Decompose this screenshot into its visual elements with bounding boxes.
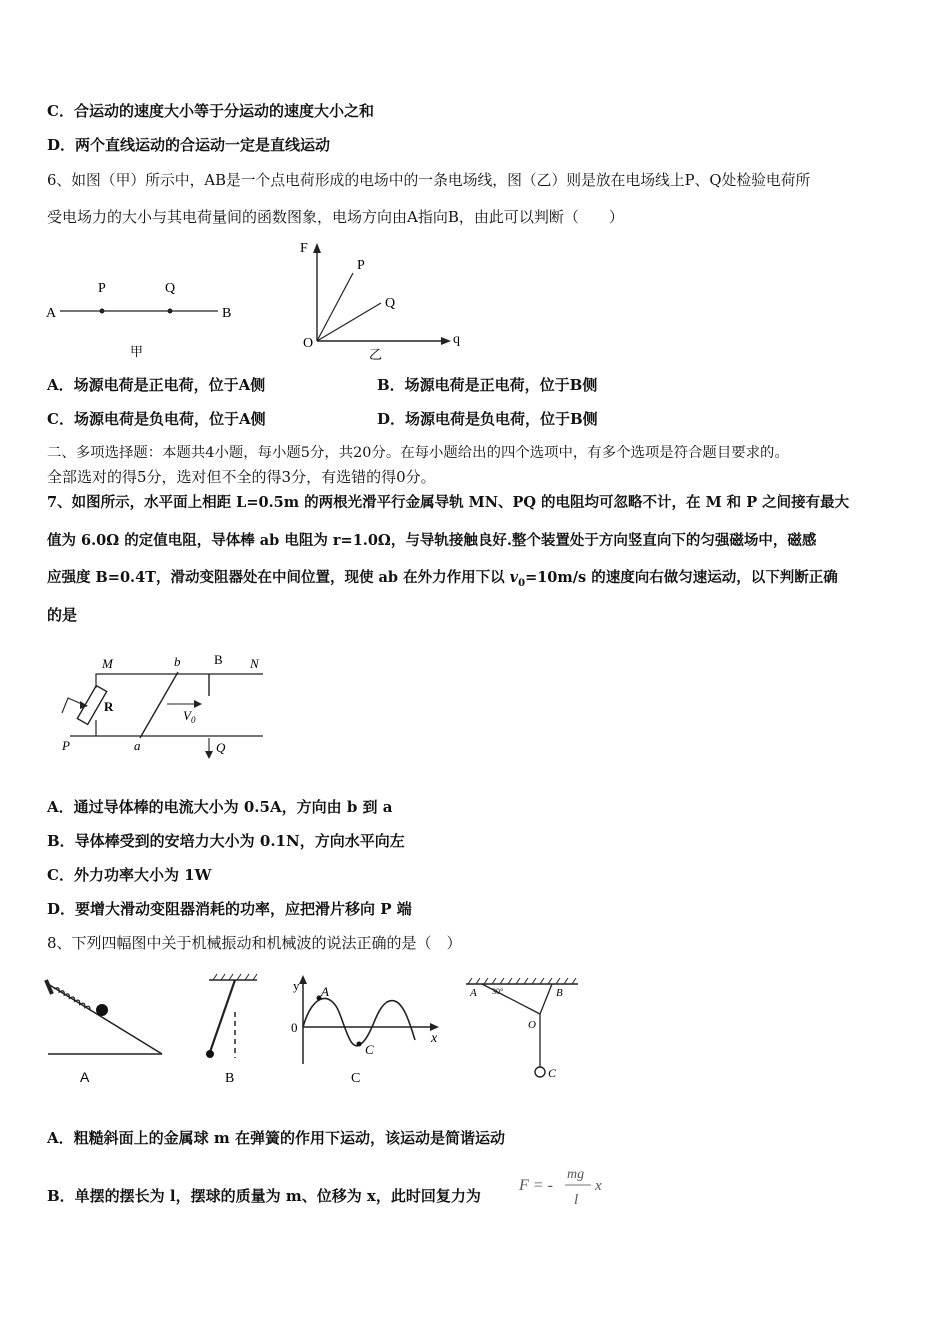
fig-yi-axis-q: q [453,332,460,347]
fig-jia-caption: 甲 [130,344,144,359]
fig-c-label: C [351,1071,361,1086]
formula-numerator: mg [567,1167,585,1182]
q6-option-d-text: D．场源电荷是负电荷，位于B侧 [377,410,598,428]
fig-d-point-b: B [556,987,563,999]
fig-q7-label-r: R [104,699,114,714]
fig-q7-label-field-b: B [214,652,223,667]
section2-line-1: 二、多项选择题：本题共4小题，每小题5分，共20分。在每小题给出的四个选项中，有多个选项是符合题目要求的。 [47,445,789,461]
q7-stem-line-1: 7、如图所示，水平面上相距 L=0.5m 的两根光滑平行金属导轨 MN、PQ 的电阻均可忽略不计，在 M 和 P 之间接有最大 [47,494,850,511]
q7-option-c [47,864,211,886]
q7-option-a-text: A．通过导体棒的电流大小为 0.5A，方向由 b 到 a [47,798,393,816]
q8-option-a [47,1127,505,1149]
q8-figure-c [283,972,448,1087]
fig-c-axis-y: y [293,978,300,993]
q6-stem-line-2: 受电场力的大小与其电荷量间的函数图象，电场方向由A指向B，由此可以判断（ ） [47,208,624,226]
q7-stem-3a: 应强度 B=0.4T，滑动变阻器处在中间位置，现使 ab 在外力作用下以 [47,569,510,586]
q6-option-d [377,408,598,430]
q8-formula [515,1160,615,1212]
fig-a-label: A [80,1069,90,1085]
q6-figure-yi [295,235,470,365]
fig-q7-label-v0 [183,708,196,725]
fig-yi-caption: 乙 [369,347,383,362]
fig-d-point-a: A [470,987,477,999]
q7-stem-line-3 [47,567,838,595]
q7-stem-line-4: 的是 [47,606,78,624]
fig-jia-label-b: B [222,306,232,321]
fig-yi-line-p: P [357,258,365,273]
fig-q7-label-b: b [174,654,181,669]
q7-option-b [47,830,405,852]
fig-c-zero: 0 [291,1020,298,1035]
q5-option-d-text: D．两个直线运动的合运动一定是直线运动 [47,136,331,154]
fig-yi-origin: O [303,336,314,351]
q7-v-symbol: v [509,569,519,586]
fig-d-point-o: O [528,1019,536,1031]
fig-q7-label-q: Q [216,740,226,755]
q6-option-b-text: B．场源电荷是正电荷，位于B侧 [377,376,598,394]
q6-option-a-text: A．场源电荷是正电荷，位于A侧 [47,376,266,394]
fig-d-angle: 30° [492,987,504,996]
fig-c-point-a: A [321,984,329,999]
q7-v-subscript: 0 [518,577,526,589]
q7-option-b-text: B．导体棒受到的安培力大小为 0.1N，方向水平向左 [47,832,405,850]
fig-q7-label-p: P [62,738,70,753]
formula-variable: x [595,1178,602,1194]
q8-option-a-text: A．粗糙斜面上的金属球 m 在弹簧的作用下运动，该运动是简谐运动 [47,1129,505,1147]
fig-c-point-c: C [365,1042,374,1057]
fig-jia-label-q: Q [165,281,176,296]
q7-option-c-text: C．外力功率大小为 1W [47,866,212,884]
q7-option-d [47,898,412,920]
q8-option-b-text: B．单摆的摆长为 l，摆球的质量为 m、位移为 x，此时回复力为 [47,1187,481,1205]
q7-stem-line-2: 值为 6.0Ω 的定值电阻，导体棒 ab 电阻为 r=1.0Ω，与导轨接触良好.整个装置处于方向竖直向下的匀强磁场中，磁感 [47,532,817,549]
formula-denominator: l [574,1192,579,1208]
fig-c-axis-x: x [431,1031,438,1046]
q7-option-a [47,796,392,818]
fig-b-label: B [225,1071,235,1086]
q8-figure-a [40,972,170,1087]
q5-option-c [47,100,374,122]
q6-option-b [377,374,597,396]
q5-option-c-text: C．合运动的速度大小等于分运动的速度大小之和 [47,102,374,120]
q7-stem-3b: =10m/s 的速度向右做匀速运动，以下判断正确 [525,569,838,586]
fig-jia-label-a: A [46,306,57,321]
q5-option-d [47,134,330,156]
fig-jia-label-p: P [98,281,106,296]
fig-q7-v-sub: 0 [190,715,196,725]
q8-option-b [47,1185,481,1207]
fig-q7-label-n: N [250,656,259,671]
q6-figure-jia [40,270,250,365]
q6-stem-line-1: 6、如图（甲）所示中，AB是一个点电荷形成的电场中的一条电场线，图（乙）则是放在电场线上P、Q处检验电荷所 [47,172,811,189]
fig-q7-label-a: a [134,738,141,753]
fig-yi-line-q: Q [385,296,396,311]
q6-option-a [47,374,265,396]
q7-option-d-text: D．要增大滑动变阻器消耗的功率，应把滑片移向 P 端 [47,900,412,918]
formula-lhs: F = - [519,1177,553,1194]
q8-figure-d [460,972,585,1090]
q7-figure-rails [50,648,280,763]
fig-q7-label-m: M [102,656,113,671]
fig-d-point-c: C [548,1066,557,1080]
q6-option-c-text: C．场源电荷是负电荷，位于A侧 [47,410,266,428]
q8-stem: 8、下列四幅图中关于机械振动和机械波的说法正确的是（ ） [47,934,462,952]
q6-option-c [47,408,266,430]
q8-figure-b [195,972,265,1087]
section2-line-2: 全部选对的得5分，选对但不全的得3分，有选错的得0分。 [47,468,436,486]
fig-yi-axis-f: F [300,241,308,256]
fig-q7-v: V [183,708,191,723]
